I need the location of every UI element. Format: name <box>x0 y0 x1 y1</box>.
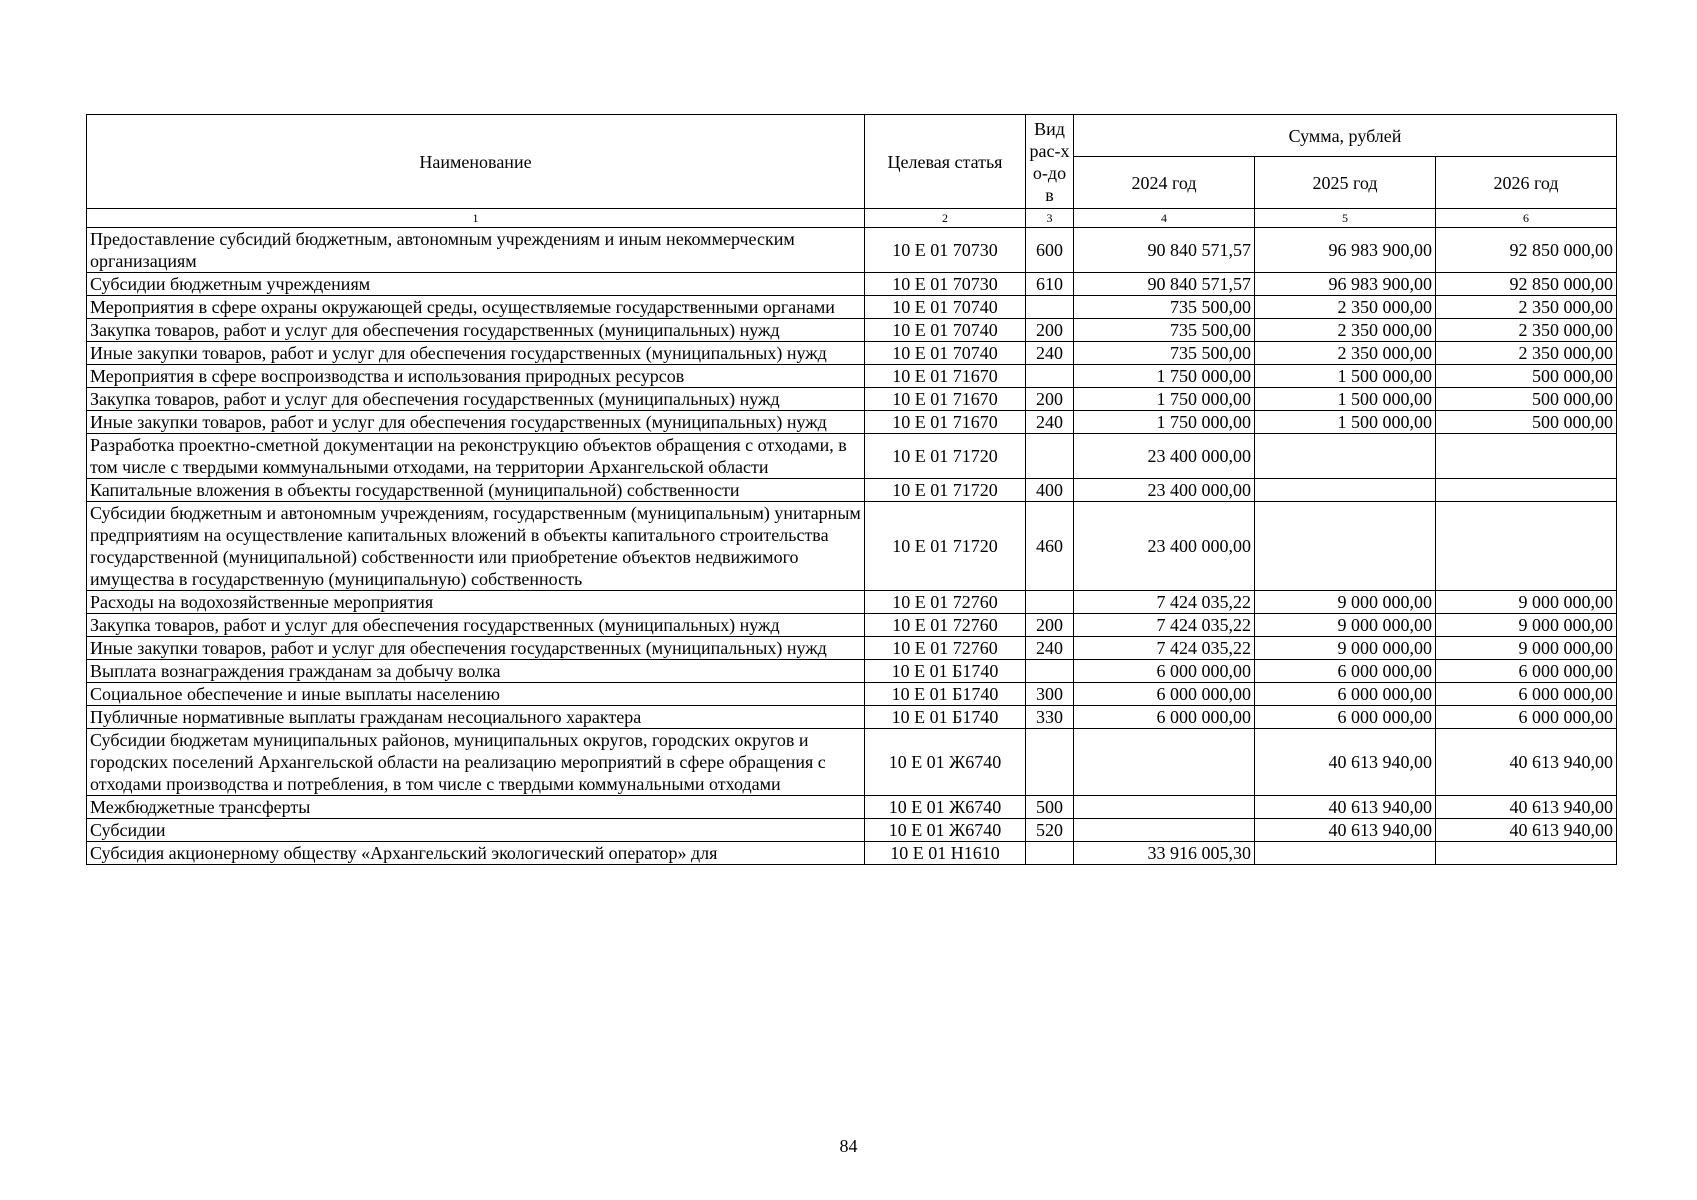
row-sum-2026: 9 000 000,00 <box>1436 614 1617 637</box>
row-expense-kind: 500 <box>1026 796 1074 819</box>
row-name: Социальное обеспечение и иные выплаты населению <box>87 683 865 706</box>
row-expense-kind <box>1026 591 1074 614</box>
row-sum-2025: 96 983 900,00 <box>1255 228 1436 273</box>
column-number: 1 <box>87 209 865 228</box>
row-expense-kind: 460 <box>1026 502 1074 591</box>
table-row <box>87 388 1617 411</box>
row-target-article: 10 Е 01 71720 <box>865 502 1026 591</box>
row-target-article: 10 Е 01 70740 <box>865 296 1026 319</box>
row-sum-2024: 23 400 000,00 <box>1074 502 1255 591</box>
row-target-article: 10 Е 01 Ж6740 <box>865 819 1026 842</box>
column-number: 2 <box>865 209 1026 228</box>
row-name: Закупка товаров, работ и услуг для обеспечения государственных (муниципальных) нужд <box>87 614 865 637</box>
header-target-article: Целевая статья <box>865 115 1026 209</box>
budget-sheet <box>86 114 1616 865</box>
row-sum-2024: 33 916 005,30 <box>1074 842 1255 865</box>
row-sum-2024 <box>1074 729 1255 796</box>
row-sum-2025: 1 500 000,00 <box>1255 365 1436 388</box>
row-sum-2026: 2 350 000,00 <box>1436 319 1617 342</box>
row-sum-2025 <box>1255 479 1436 502</box>
row-sum-2024: 6 000 000,00 <box>1074 683 1255 706</box>
table-row <box>87 729 1617 796</box>
row-sum-2026: 92 850 000,00 <box>1436 273 1617 296</box>
row-sum-2024: 90 840 571,57 <box>1074 228 1255 273</box>
row-expense-kind <box>1026 729 1074 796</box>
table-row <box>87 228 1617 273</box>
row-sum-2025: 1 500 000,00 <box>1255 388 1436 411</box>
row-name: Субсидия акционерному обществу «Архангельский экологический оператор» для <box>87 842 865 865</box>
row-name: Субсидии бюджетам муниципальных районов, муниципальных округов, городских округов и городских поселений Архангельской области на реализацию мероприятий в сфере обращения с отходами производства и потребления, в том числе с твердыми коммунальными отходами <box>87 729 865 796</box>
row-sum-2026 <box>1436 502 1617 591</box>
row-sum-2026: 2 350 000,00 <box>1436 296 1617 319</box>
table-body <box>87 228 1617 865</box>
row-name: Иные закупки товаров, работ и услуг для обеспечения государственных (муниципальных) нужд <box>87 342 865 365</box>
row-sum-2024: 735 500,00 <box>1074 342 1255 365</box>
row-sum-2024: 7 424 035,22 <box>1074 637 1255 660</box>
header-year-2026: 2026 год <box>1436 157 1617 209</box>
table-row <box>87 796 1617 819</box>
row-expense-kind: 330 <box>1026 706 1074 729</box>
row-expense-kind: 610 <box>1026 273 1074 296</box>
row-sum-2025: 2 350 000,00 <box>1255 296 1436 319</box>
row-target-article: 10 Е 01 72760 <box>865 614 1026 637</box>
row-sum-2024: 7 424 035,22 <box>1074 591 1255 614</box>
table-row <box>87 637 1617 660</box>
table-row <box>87 434 1617 479</box>
row-sum-2024: 6 000 000,00 <box>1074 706 1255 729</box>
row-sum-2025: 1 500 000,00 <box>1255 411 1436 434</box>
row-target-article: 10 Е 01 71670 <box>865 365 1026 388</box>
table-row <box>87 342 1617 365</box>
row-sum-2026: 92 850 000,00 <box>1436 228 1617 273</box>
row-sum-2026: 9 000 000,00 <box>1436 591 1617 614</box>
row-expense-kind <box>1026 365 1074 388</box>
row-sum-2025 <box>1255 502 1436 591</box>
row-sum-2025 <box>1255 434 1436 479</box>
row-expense-kind: 200 <box>1026 319 1074 342</box>
row-target-article: 10 Е 01 Н1610 <box>865 842 1026 865</box>
row-sum-2024: 23 400 000,00 <box>1074 479 1255 502</box>
table-row <box>87 683 1617 706</box>
row-sum-2025 <box>1255 842 1436 865</box>
row-target-article: 10 Е 01 Б1740 <box>865 706 1026 729</box>
row-expense-kind <box>1026 660 1074 683</box>
row-name: Публичные нормативные выплаты гражданам несоциального характера <box>87 706 865 729</box>
row-target-article: 10 Е 01 70740 <box>865 319 1026 342</box>
row-sum-2026: 40 613 940,00 <box>1436 796 1617 819</box>
column-numbers-row <box>87 209 1617 228</box>
table-row <box>87 819 1617 842</box>
row-name: Закупка товаров, работ и услуг для обеспечения государственных (муниципальных) нужд <box>87 388 865 411</box>
row-sum-2024: 7 424 035,22 <box>1074 614 1255 637</box>
row-name: Мероприятия в сфере охраны окружающей среды, осуществляемые государственными органами <box>87 296 865 319</box>
row-name: Капитальные вложения в объекты государственной (муниципальной) собственности <box>87 479 865 502</box>
header-expense-kind: Вид рас-хо-дов <box>1026 115 1074 209</box>
row-sum-2024: 90 840 571,57 <box>1074 273 1255 296</box>
table-row <box>87 479 1617 502</box>
page-number: 84 <box>839 1136 858 1156</box>
row-name: Предоставление субсидий бюджетным, автономным учреждениям и иным некоммерческим организациям <box>87 228 865 273</box>
row-target-article: 10 Е 01 Ж6740 <box>865 729 1026 796</box>
row-expense-kind: 520 <box>1026 819 1074 842</box>
row-sum-2024: 1 750 000,00 <box>1074 411 1255 434</box>
row-sum-2025: 6 000 000,00 <box>1255 706 1436 729</box>
row-target-article: 10 Е 01 Ж6740 <box>865 796 1026 819</box>
row-sum-2026 <box>1436 434 1617 479</box>
row-name: Межбюджетные трансферты <box>87 796 865 819</box>
column-number: 6 <box>1436 209 1617 228</box>
row-sum-2024: 1 750 000,00 <box>1074 388 1255 411</box>
table-row <box>87 842 1617 865</box>
row-sum-2025: 40 613 940,00 <box>1255 729 1436 796</box>
row-target-article: 10 Е 01 71720 <box>865 434 1026 479</box>
table-row <box>87 411 1617 434</box>
row-name: Закупка товаров, работ и услуг для обеспечения государственных (муниципальных) нужд <box>87 319 865 342</box>
row-sum-2026: 500 000,00 <box>1436 411 1617 434</box>
row-target-article: 10 Е 01 70730 <box>865 273 1026 296</box>
header-year-2025: 2025 год <box>1255 157 1436 209</box>
row-target-article: 10 Е 01 71670 <box>865 388 1026 411</box>
row-target-article: 10 Е 01 70730 <box>865 228 1026 273</box>
row-sum-2024: 1 750 000,00 <box>1074 365 1255 388</box>
table-row <box>87 273 1617 296</box>
row-target-article: 10 Е 01 72760 <box>865 637 1026 660</box>
row-sum-2024: 735 500,00 <box>1074 319 1255 342</box>
row-sum-2026: 6 000 000,00 <box>1436 660 1617 683</box>
row-sum-2025: 9 000 000,00 <box>1255 591 1436 614</box>
row-name: Субсидии <box>87 819 865 842</box>
row-sum-2025: 9 000 000,00 <box>1255 637 1436 660</box>
row-name: Иные закупки товаров, работ и услуг для обеспечения государственных (муниципальных) нужд <box>87 637 865 660</box>
row-sum-2025: 6 000 000,00 <box>1255 660 1436 683</box>
row-sum-2024 <box>1074 796 1255 819</box>
budget-table <box>86 114 1617 865</box>
row-sum-2025: 96 983 900,00 <box>1255 273 1436 296</box>
row-expense-kind: 240 <box>1026 342 1074 365</box>
row-sum-2026: 6 000 000,00 <box>1436 706 1617 729</box>
header-year-2024: 2024 год <box>1074 157 1255 209</box>
row-sum-2024: 735 500,00 <box>1074 296 1255 319</box>
row-name: Иные закупки товаров, работ и услуг для обеспечения государственных (муниципальных) нужд <box>87 411 865 434</box>
table-row <box>87 365 1617 388</box>
row-expense-kind <box>1026 296 1074 319</box>
header-name: Наименование <box>87 115 865 209</box>
row-expense-kind: 240 <box>1026 637 1074 660</box>
row-sum-2025: 2 350 000,00 <box>1255 319 1436 342</box>
column-number: 4 <box>1074 209 1255 228</box>
row-name: Субсидии бюджетным учреждениям <box>87 273 865 296</box>
row-name: Субсидии бюджетным и автономным учреждениям, государственным (муниципальным) унитарным предприятиям на осуществление капитальных вложений в объекты капитального строительства государственной (муниципальной) собственности или приобретение объектов недвижимого имущества в государственную (муниципальную) собственность <box>87 502 865 591</box>
row-sum-2025: 6 000 000,00 <box>1255 683 1436 706</box>
row-sum-2025: 2 350 000,00 <box>1255 342 1436 365</box>
row-sum-2026 <box>1436 479 1617 502</box>
row-sum-2025: 40 613 940,00 <box>1255 819 1436 842</box>
row-sum-2025: 40 613 940,00 <box>1255 796 1436 819</box>
row-expense-kind: 600 <box>1026 228 1074 273</box>
table-row <box>87 614 1617 637</box>
row-target-article: 10 Е 01 71670 <box>865 411 1026 434</box>
row-expense-kind: 400 <box>1026 479 1074 502</box>
table-row <box>87 660 1617 683</box>
row-sum-2026: 2 350 000,00 <box>1436 342 1617 365</box>
row-target-article: 10 Е 01 71720 <box>865 479 1026 502</box>
row-sum-2024: 6 000 000,00 <box>1074 660 1255 683</box>
row-expense-kind: 240 <box>1026 411 1074 434</box>
row-target-article: 10 Е 01 Б1740 <box>865 660 1026 683</box>
column-number: 3 <box>1026 209 1074 228</box>
row-expense-kind <box>1026 434 1074 479</box>
row-name: Мероприятия в сфере воспроизводства и использования природных ресурсов <box>87 365 865 388</box>
header-sum: Сумма, рублей <box>1074 115 1617 157</box>
row-sum-2026: 40 613 940,00 <box>1436 729 1617 796</box>
table-header <box>87 115 1617 228</box>
row-expense-kind <box>1026 842 1074 865</box>
row-expense-kind: 200 <box>1026 388 1074 411</box>
row-sum-2024: 23 400 000,00 <box>1074 434 1255 479</box>
table-row <box>87 296 1617 319</box>
row-expense-kind: 300 <box>1026 683 1074 706</box>
table-row <box>87 591 1617 614</box>
row-target-article: 10 Е 01 Б1740 <box>865 683 1026 706</box>
row-sum-2026: 500 000,00 <box>1436 388 1617 411</box>
row-target-article: 10 Е 01 70740 <box>865 342 1026 365</box>
row-sum-2026: 6 000 000,00 <box>1436 683 1617 706</box>
row-sum-2024 <box>1074 819 1255 842</box>
table-row <box>87 502 1617 591</box>
row-sum-2026: 500 000,00 <box>1436 365 1617 388</box>
row-sum-2026: 40 613 940,00 <box>1436 819 1617 842</box>
row-name: Выплата вознаграждения гражданам за добычу волка <box>87 660 865 683</box>
row-name: Расходы на водохозяйственные мероприятия <box>87 591 865 614</box>
row-sum-2025: 9 000 000,00 <box>1255 614 1436 637</box>
table-row <box>87 319 1617 342</box>
row-name: Разработка проектно-сметной документации на реконструкцию объектов обращения с отходами, в том числе с твердыми коммунальными отходами, на территории Архангельской области <box>87 434 865 479</box>
row-sum-2026 <box>1436 842 1617 865</box>
row-target-article: 10 Е 01 72760 <box>865 591 1026 614</box>
row-sum-2026: 9 000 000,00 <box>1436 637 1617 660</box>
table-row <box>87 706 1617 729</box>
row-expense-kind: 200 <box>1026 614 1074 637</box>
column-number: 5 <box>1255 209 1436 228</box>
